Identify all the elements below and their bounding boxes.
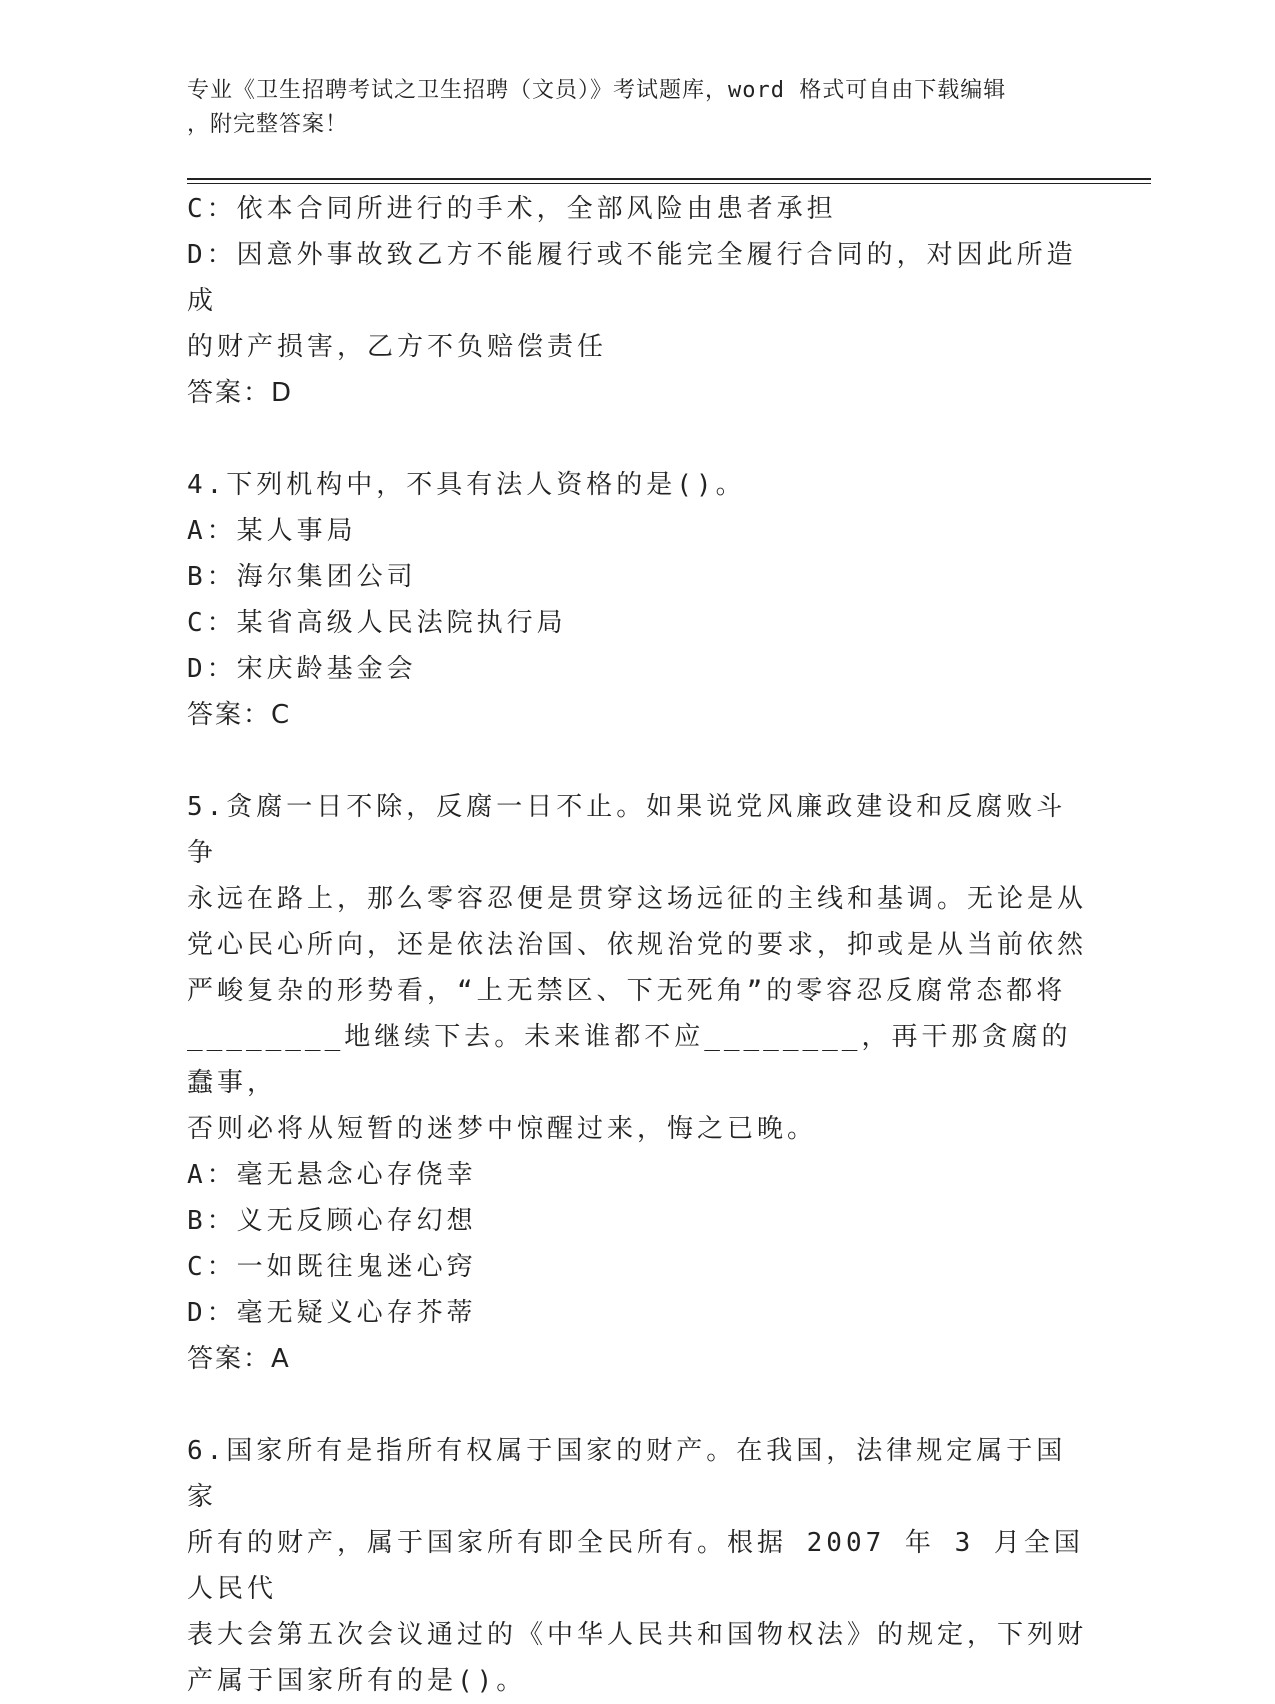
q4-option-b: B：海尔集团公司 (187, 562, 417, 592)
question-4 (187, 462, 1087, 738)
q5-stem-line-1: 5.贪腐一日不除，反腐一日不止。如果说党风廉政建设和反腐败斗争 (187, 792, 1067, 868)
q5-option-b: B：义无反顾心存幻想 (187, 1206, 477, 1236)
document-body (187, 186, 1087, 1704)
q6-stem-line-4: 产属于国家所有的是()。 (187, 1666, 527, 1696)
header-line-2: ，附完整答案！ (187, 112, 349, 137)
q4-stem: 4.下列机构中，不具有法人资格的是()。 (187, 470, 746, 500)
spacer (187, 738, 1087, 784)
q4-answer: 答案：C (187, 700, 292, 730)
q4-option-c: C：某省高级人民法院执行局 (187, 608, 567, 638)
q5-stem-line-2: 永远在路上，那么零容忍便是贯穿这场远征的主线和基调。无论是从 (187, 884, 1088, 914)
q5-option-c: C：一如既往鬼迷心窍 (187, 1252, 477, 1282)
q3-option-d-line-2: 的财产损害，乙方不负赔偿责任 (187, 332, 608, 362)
question-5 (187, 784, 1087, 1382)
q3-option-c: C：依本合同所进行的手术，全部风险由患者承担 (187, 194, 837, 224)
q3-answer: 答案：D (187, 378, 294, 408)
header-line-1: 专业《卫生招聘考试之卫生招聘（文员）》考试题库，word 格式可自由下载编辑 (187, 78, 1007, 103)
spacer (187, 416, 1087, 462)
q4-option-a: A：某人事局 (187, 516, 357, 546)
q5-stem-line-5: ________地继续下去。未来谁都不应________，再干那贪腐的蠢事， (187, 1022, 1072, 1098)
question-3-tail (187, 186, 1087, 416)
q5-option-a: A：毫无悬念心存侥幸 (187, 1160, 477, 1190)
page-header (187, 74, 1087, 142)
q5-stem-line-4: 严峻复杂的形势看，“上无禁区、下无死角”的零容忍反腐常态都将 (187, 976, 1067, 1006)
q3-option-d-line-1: D：因意外事故致乙方不能履行或不能完全履行合同的，对因此所造成 (187, 240, 1077, 316)
question-6 (187, 1428, 1087, 1704)
q5-stem-line-3: 党心民心所向，还是依法治国、依规治党的要求，抑或是从当前依然 (187, 930, 1088, 960)
q5-answer: 答案：A (187, 1344, 291, 1374)
spacer (187, 1382, 1087, 1428)
q6-stem-line-2: 所有的财产，属于国家所有即全民所有。根据 2007 年 3 月全国人民代 (187, 1528, 1084, 1604)
q6-stem-line-1: 6.国家所有是指所有权属于国家的财产。在我国，法律规定属于国家 (187, 1436, 1067, 1512)
q5-stem-line-6: 否则必将从短暂的迷梦中惊醒过来，悔之已晚。 (187, 1114, 818, 1144)
header-rule (187, 178, 1151, 184)
q5-option-d: D：毫无疑义心存芥蒂 (187, 1298, 477, 1328)
q4-option-d: D：宋庆龄基金会 (187, 654, 417, 684)
q6-stem-line-3: 表大会第五次会议通过的《中华人民共和国物权法》的规定，下列财 (187, 1620, 1088, 1650)
